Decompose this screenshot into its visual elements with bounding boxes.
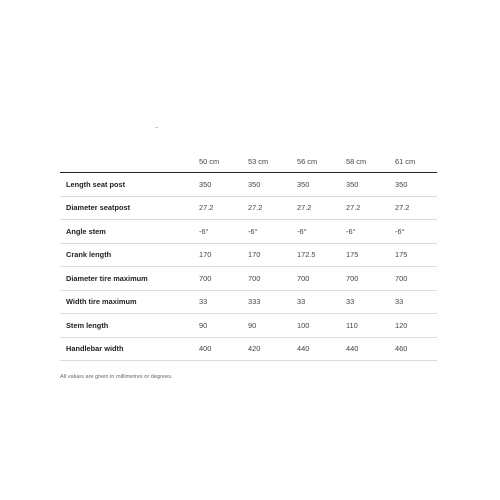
table-cell: 27.2 bbox=[242, 196, 291, 220]
table-cell: 172.5 bbox=[291, 243, 340, 267]
table-cell: 350 bbox=[242, 173, 291, 197]
table-header-row bbox=[60, 150, 437, 173]
table-cell: 175 bbox=[340, 243, 389, 267]
table-row bbox=[60, 243, 437, 267]
table-cell: 700 bbox=[389, 267, 437, 291]
table-cell: 120 bbox=[389, 314, 437, 338]
row-label: Angle stem bbox=[60, 220, 193, 244]
row-label: Handlebar width bbox=[60, 337, 193, 361]
table-cell: 333 bbox=[242, 290, 291, 314]
table-cell: 350 bbox=[193, 173, 242, 197]
row-label: Diameter seatpost bbox=[60, 196, 193, 220]
table-row bbox=[60, 196, 437, 220]
table-row bbox=[60, 267, 437, 291]
table-cell: -6° bbox=[193, 220, 242, 244]
decorative-tick bbox=[155, 127, 158, 128]
table-row bbox=[60, 290, 437, 314]
row-label: Crank length bbox=[60, 243, 193, 267]
table-cell: 175 bbox=[389, 243, 437, 267]
table-row bbox=[60, 173, 437, 197]
table-cell: 33 bbox=[340, 290, 389, 314]
row-label: Diameter tire maximum bbox=[60, 267, 193, 291]
table-cell: 27.2 bbox=[389, 196, 437, 220]
table-cell: 170 bbox=[242, 243, 291, 267]
table-cell: 420 bbox=[242, 337, 291, 361]
size-header: 58 cm bbox=[340, 150, 389, 173]
table-cell: 33 bbox=[193, 290, 242, 314]
geometry-table bbox=[60, 150, 437, 361]
table-cell: 350 bbox=[340, 173, 389, 197]
table-cell: -6° bbox=[291, 220, 340, 244]
table-cell: -6° bbox=[242, 220, 291, 244]
header-blank-cell bbox=[60, 150, 193, 173]
table-cell: 460 bbox=[389, 337, 437, 361]
table-cell: 100 bbox=[291, 314, 340, 338]
table-cell: 440 bbox=[340, 337, 389, 361]
row-label: Width tire maximum bbox=[60, 290, 193, 314]
table-cell: 33 bbox=[291, 290, 340, 314]
table-cell: -6° bbox=[389, 220, 437, 244]
size-header: 53 cm bbox=[242, 150, 291, 173]
size-header: 56 cm bbox=[291, 150, 340, 173]
row-label: Length seat post bbox=[60, 173, 193, 197]
table-cell: 27.2 bbox=[291, 196, 340, 220]
table-body bbox=[60, 173, 437, 361]
table-cell: -6° bbox=[340, 220, 389, 244]
footnote: All values are given in millimetres or degrees. bbox=[60, 374, 173, 380]
table-cell: 350 bbox=[389, 173, 437, 197]
table-cell: 110 bbox=[340, 314, 389, 338]
table-cell: 33 bbox=[389, 290, 437, 314]
size-header: 61 cm bbox=[389, 150, 437, 173]
table-row bbox=[60, 314, 437, 338]
table-cell: 27.2 bbox=[340, 196, 389, 220]
table-cell: 700 bbox=[242, 267, 291, 291]
table-cell: 90 bbox=[242, 314, 291, 338]
table-cell: 700 bbox=[193, 267, 242, 291]
table-cell: 27.2 bbox=[193, 196, 242, 220]
table-row bbox=[60, 220, 437, 244]
table-cell: 170 bbox=[193, 243, 242, 267]
table-row bbox=[60, 337, 437, 361]
size-header: 50 cm bbox=[193, 150, 242, 173]
table-cell: 700 bbox=[340, 267, 389, 291]
table-cell: 350 bbox=[291, 173, 340, 197]
table-cell: 400 bbox=[193, 337, 242, 361]
table-cell: 700 bbox=[291, 267, 340, 291]
table-cell: 90 bbox=[193, 314, 242, 338]
row-label: Stem length bbox=[60, 314, 193, 338]
table-cell: 440 bbox=[291, 337, 340, 361]
